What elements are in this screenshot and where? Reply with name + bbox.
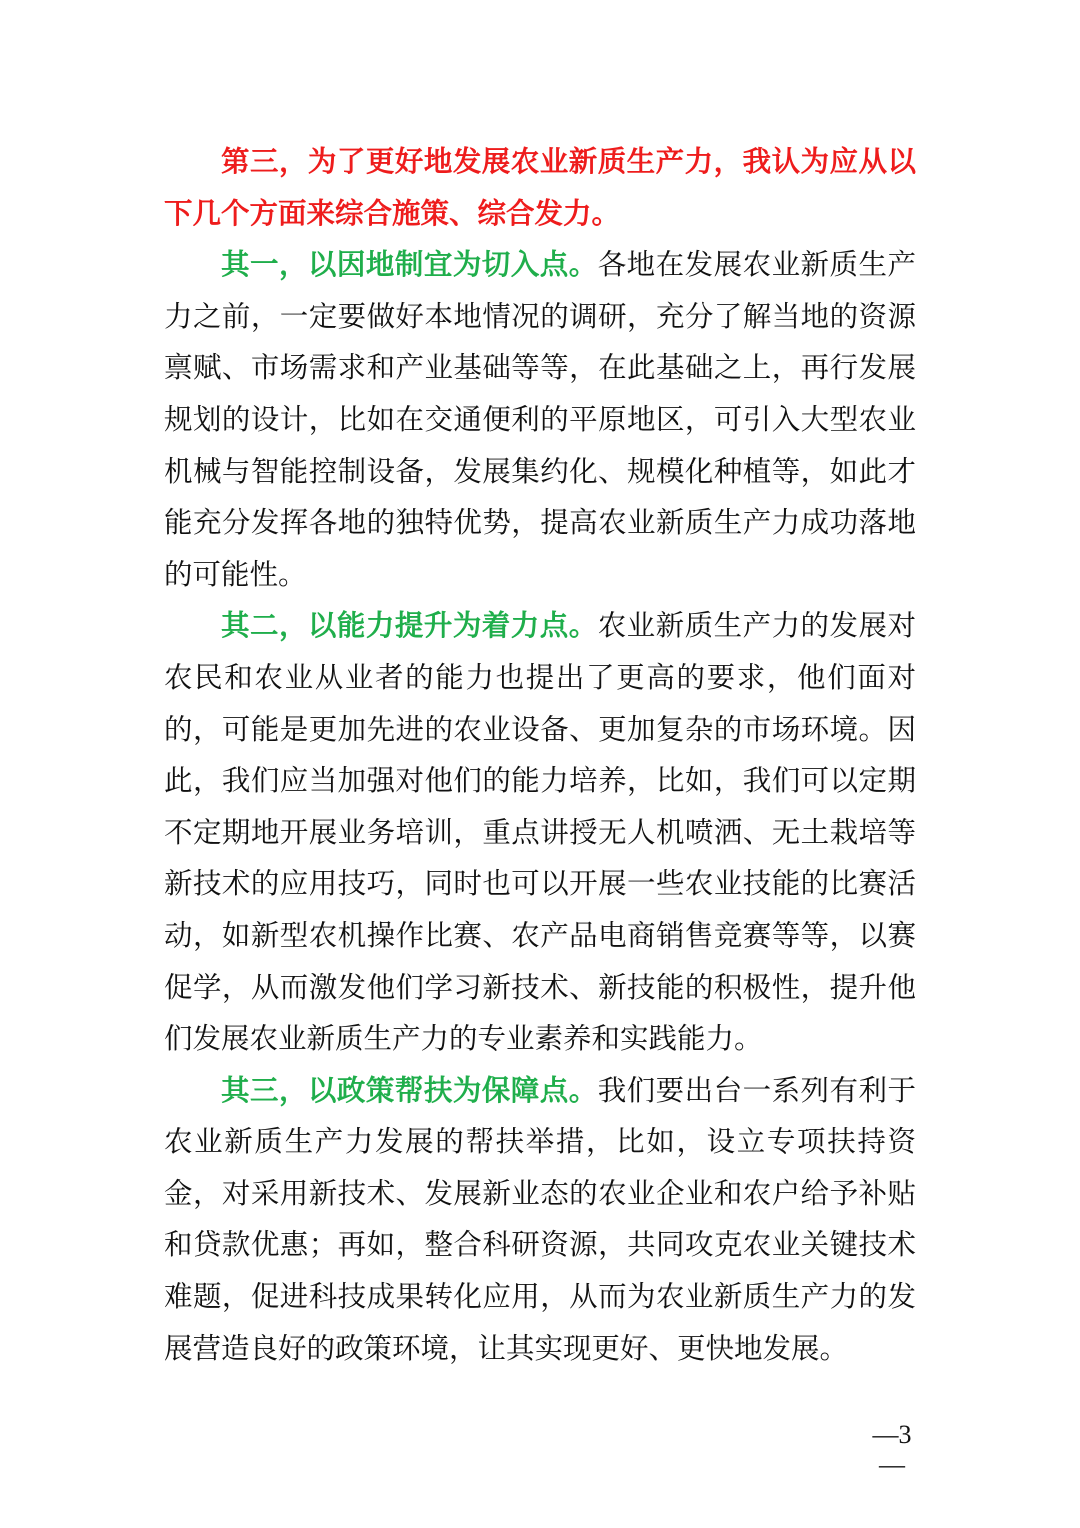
- section-heading: 第三，为了更好地发展农业新质生产力，我认为应从以下几个方面来综合施策、综合发力。: [164, 145, 916, 230]
- paragraph-3-body: 我们要出台一系列有利于农业新质生产力发展的帮扶举措，比如，设立专项扶持资金，对采用新技术、发展新业态的农业企业和农户给予补贴和贷款优惠；再如，整合科研资源，共同攻克农业关键技术难题，促进科技成果转化应用，从而为农业新质生产力的发展营造良好的政策环境，让其实现更好、更快地发展。: [164, 1073, 916, 1365]
- paragraph-3: [164, 1065, 916, 1375]
- paragraph-2: [164, 600, 916, 1064]
- paragraph-1-body: 各地在发展农业新质生产力之前，一定要做好本地情况的调研，充分了解当地的资源禀赋、市场需求和产业基础等等，在此基础之上，再行发展规划的设计，比如在交通便利的平原地区，可引入大型农业机械与智能控制设备，发展集约化、规模化种植等，如此才能充分发挥各地的独特优势，提高农业新质生产力成功落地的可能性。: [164, 248, 916, 591]
- document-page: [164, 136, 916, 1374]
- paragraph-2-lead: 其二，以能力提升为着力点。: [221, 609, 598, 643]
- paragraph-1-lead: 其一，以因地制宜为切入点。: [221, 248, 598, 282]
- paragraph-2-body: 农业新质生产力的发展对农民和农业从业者的能力也提出了更高的要求，他们面对的，可能是更加先进的农业设备、更加复杂的市场环境。因此，我们应当加强对他们的能力培养，比如，我们可以定期不定期地开展业务培训，重点讲授无人机喷洒、无土栽培等新技术的应用技巧，同时也可以开展一些农业技能的比赛活动，如新型农机操作比赛、农产品电商销售竞赛等等，以赛促学，从而激发他们学习新技术、新技能的积极性，提升他们发展农业新质生产力的专业素养和实践能力。: [164, 609, 916, 1056]
- paragraph-3-lead: 其三，以政策帮扶为保障点。: [221, 1073, 598, 1107]
- page-number: —3—: [872, 1420, 912, 1479]
- paragraph-1: [164, 239, 916, 600]
